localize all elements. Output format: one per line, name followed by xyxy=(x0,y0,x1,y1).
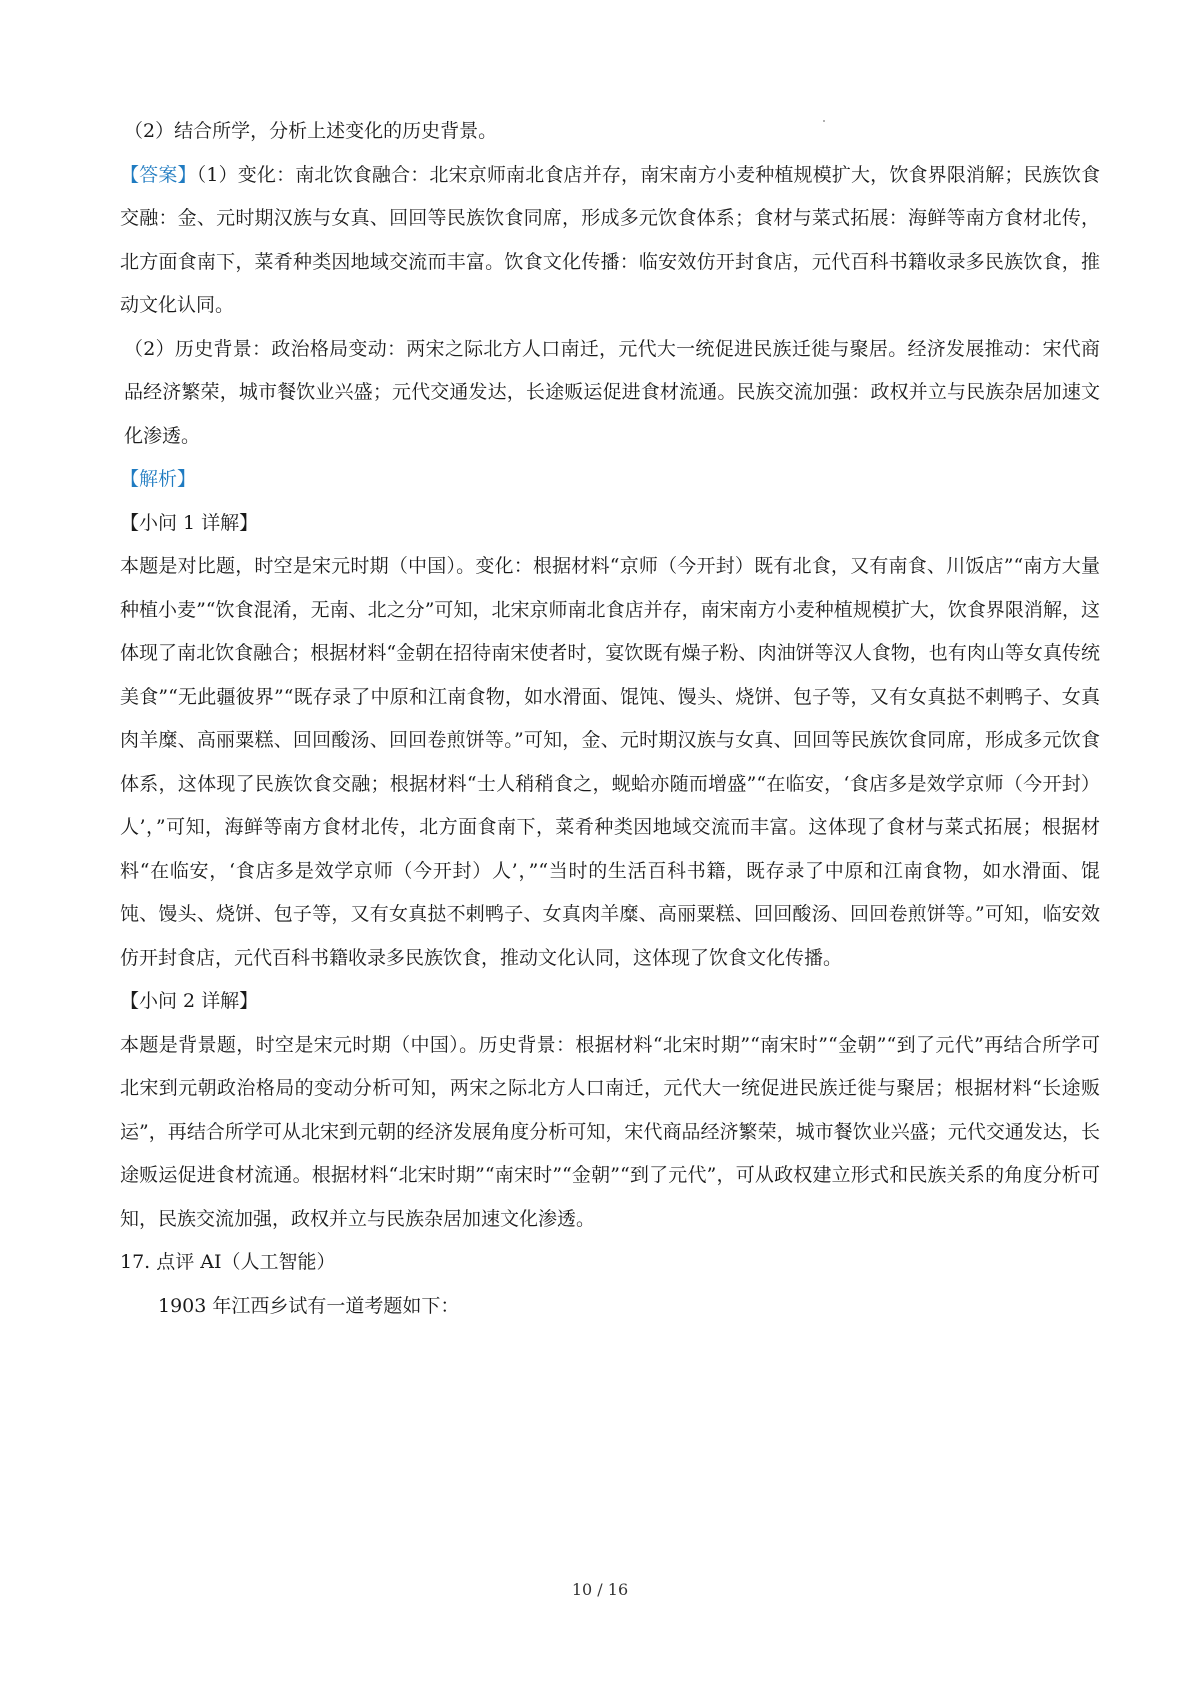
question-17-intro: 1903 年江西乡试有一道考题如下： xyxy=(158,1294,460,1317)
subquestion-2-body: 本题是背景题，时空是宋元时期（中国）。历史背景：根据材料“北宋时期”“南宋时”“金朝”“到了元代”再结合所学可北宋到元朝政治格局的变动分析可知，两宋之际北方人口南迁，元代大一统促进民族迁徙与聚居；根据材料“长途贩运”，再结合所学可从北宋到元朝的经济发展角度分析可知，宋代商品经济繁荣，城市餐饮业兴盛；元代交通发达，长途贩运促进食材流通。根据材料“北宋时期”“南宋时”“金朝”“到了元代”，可从政权建立形式和民族关系的角度分析可知，民族交流加强，政权并立与民族杂居加速文化渗透。 xyxy=(120,1033,1100,1230)
question-17-title: 17. 点评 AI（人工智能） xyxy=(120,1251,336,1273)
subquestion-1-body: 本题是对比题，时空是宋元时期（中国）。变化：根据材料“京师（今开封）既有北食，又有南食、川饭店”“南方大量种植小麦”“饮食混淆，无南、北之分”可知，北宋京师南北食店并存，南宋南方小麦种植规模扩大，饮食界限消解，这体现了南北饮食融合；根据材料“金朝在招待南宋使者时，宴饮既有燥子粉、肉油饼等汉人食物，也有肉山等女真传统美食”“无此疆彼界”“既存录了中原和江南食物，如水滑面、馄饨、馒头、烧饼、包子等，又有女真挞不剌鸭子、女真肉羊糜、高丽粟糕、回回酸汤、回回卷煎饼等。”可知，金、元时期汉族与女真、回回等民族饮食同席，形成多元饮食体系，这体现了民族饮食交融；根据材料“士人稍稍食之，蚬蛤亦随而增盛”“在临安，‘食店多是效学京师（今开封）人’，”可知，海鲜等南方食材北传，北方面食南下，菜肴种类因地域交流而丰富。这体现了食材与菜式拓展；根据材料“在临安，‘食店多是效学京师（今开封）人’，”“当时的生活百科书籍，既存录了中原和江南食物，如水滑面、馄饨、馒头、烧饼、包子等，又有女真挞不剌鸭子、女真肉羊糜、高丽粟糕、回回酸汤、回回卷煎饼等。”可知，临安效仿开封食店，元代百科书籍收录多民族饮食，推动文化认同，这体现了饮食文化传播。 xyxy=(120,555,1100,969)
subquestion-2-title: 【小问 2 详解】 xyxy=(120,990,259,1012)
answer-part-1 xyxy=(120,154,1100,328)
subquestion-1-title: 【小问 1 详解】 xyxy=(120,511,259,534)
page-content xyxy=(120,110,1100,1328)
answer-part-2: （2）历史背景：政治格局变动：两宋之际北方人口南迁，元代大一统促进民族迁徙与聚居。经济发展推动：宋代商品经济繁荣，城市餐饮业兴盛；元代交通发达，长途贩运促进食材流通。民族交流加强：政权并立与民族杂居加速文化渗透。 xyxy=(124,337,1100,447)
answer-tag: 【答案】 xyxy=(120,163,197,186)
question-2-prompt: （2）结合所学，分析上述变化的历史背景。 xyxy=(124,120,498,142)
analysis-tag: 【解析】 xyxy=(120,468,197,490)
page-number: 10 / 16 xyxy=(571,1580,629,1599)
answer-part-1-text: （1）变化：南北饮食融合：北宋京师南北食店并存，南宋南方小麦种植规模扩大，饮食界限消解；民族饮食交融：金、元时期汉族与女真、回回等民族饮食同席，形成多元饮食体系；食材与菜式拓展：海鲜等南方食材北传，北方面食南下，菜肴种类因地域交流而丰富。饮食文化传播：临安效仿开封食店，元代百科书籍收录多民族饮食，推动文化认同。 xyxy=(120,163,1100,316)
